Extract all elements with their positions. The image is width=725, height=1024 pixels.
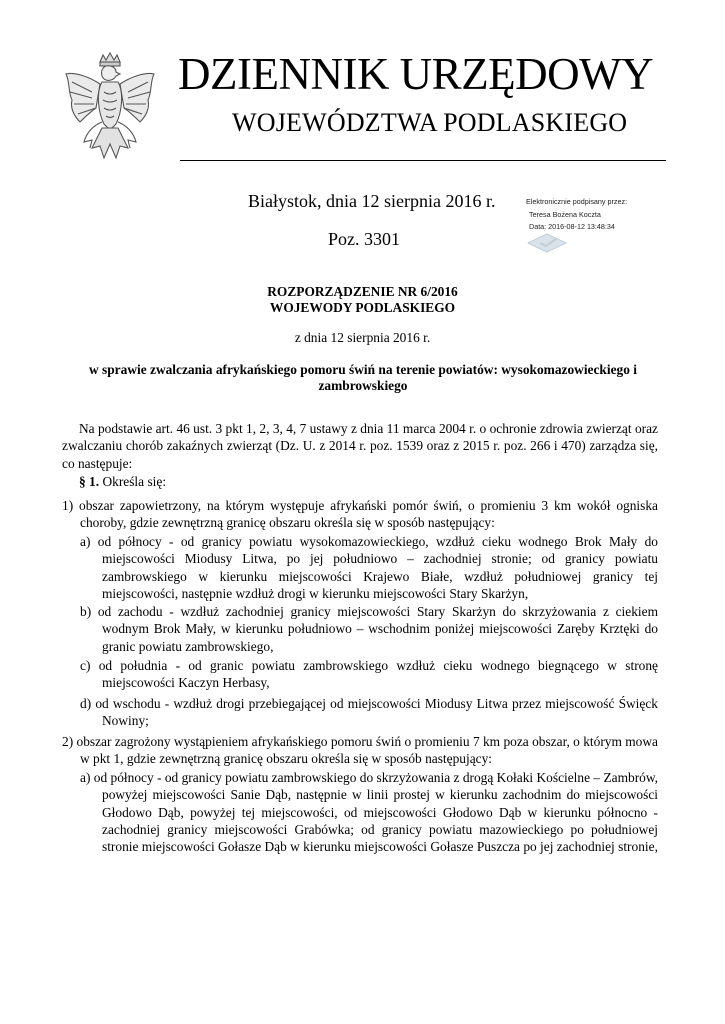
- intro-text: Na podstawie art. 46 ust. 3 pkt 1, 2, 3, 4, 7 ustawy z dnia 11 marca 2004 r. o ochronie zdrowia zwierząt oraz zwalczaniu chorób zakaźnych zwierząt (Dz. U. z 2014 r. poz. 1539 oraz z 2015 r. poz. 266 i 470) zarządza się, co następuje:: [62, 421, 658, 471]
- position-number: Poz. 3301: [328, 229, 400, 249]
- act-title-line1: ROZPORZĄDZENIE NR 6/2016: [267, 284, 458, 299]
- journal-subtitle: WOJEWÓDZTWA PODLASKIEGO: [232, 108, 628, 137]
- point-2-a: a) od północy - od granicy powiatu zambrowskiego do skrzyżowania z drogą Kołaki Kościelne – Zambrów, powyżej miejscowości Sanie Dąb, następnie w linii prostej w kierunku zachodnim do miejscowości Głodowo Dąb, powyżej tej miejscowości, od miejscowości Głodowo Dąb w kierunku północno - zachodniej granicy miejscowości Grabówka; od granicy powiatu mazowieckiego po południowej stronie miejscowości Gołasze Dąb w kierunku miejscowości Gołasze Puszcza po jej zachodniej stronie,: [80, 770, 658, 855]
- place-and-date: Białystok, dnia 12 sierpnia 2016 r.: [248, 191, 496, 211]
- point-2: 2) obszar zagrożony wystąpieniem afrykańskiego pomoru świń o promieniu 7 km poza obszar, o którym mowa w pkt 1, gdzie zewnętrzną granicę obszaru określa się w sposób następujący:: [62, 734, 658, 767]
- signature-signer: Teresa Bożena Koczta: [529, 209, 601, 219]
- act-date: z dnia 12 sierpnia 2016 r.: [294, 330, 431, 345]
- section-text: Określa się:: [102, 474, 167, 489]
- electronic-signature: [526, 196, 646, 234]
- point-1-d: d) od wschodu - wzdłuż drogi przebiegającej od miejscowości Miodusy Litwa przez miejscowość Święck Nowiny;: [80, 696, 658, 729]
- point-1-a: a) od północy - od granicy powiatu wysokomazowieckiego, wzdłuż cieku wodnego Brok Mały do miejscowości Miodusy Litwa, po jej południowo – zachodniej stronie; od granicy powiatu zambrowskiego w kierunku miejscowości Krajewo Białe, wzdłuż południowej granicy tej miejscowości, następnie wzdłuż drogi w kierunku miejscowości Stary Skarżyn,: [80, 534, 658, 601]
- header-divider: [180, 160, 666, 161]
- point-1-b: b) od zachodu - wzdłuż zachodniej granicy miejscowości Stary Skarżyn do skrzyżowania z ciekiem wodnym Brok Mały, w kierunku południowo – wschodnim poniżej miejscowości Zaręby Krztęki do granic powiatu zambrowskiego,: [80, 604, 658, 654]
- act-title: [0, 284, 725, 316]
- eagle-emblem-icon: [62, 52, 158, 170]
- section-1: [79, 473, 379, 490]
- section-label: § 1.: [79, 474, 100, 489]
- signature-date: Data: 2016-08-12 13:48:34: [529, 222, 615, 231]
- intro-paragraph: [62, 420, 658, 472]
- signature-label: Elektronicznie podpisany przez:: [526, 197, 628, 206]
- act-title-line2: WOJEWODY PODLASKIEGO: [269, 300, 456, 315]
- signature-check-icon: [526, 232, 568, 254]
- journal-title: DZIENNIK URZĘDOWY: [178, 49, 654, 99]
- point-1: 1) obszar zapowietrzony, na którym występuje afrykański pomór świń, o promieniu 3 km wokół ogniska choroby, gdzie zewnętrzną granicę obszaru określa się w sposób następujący:: [62, 498, 658, 531]
- act-subject: w sprawie zwalczania afrykańskiego pomoru świń na terenie powiatów: wysokomazowieckiego i zambrowskiego: [89, 362, 637, 393]
- point-1-c: c) od południa - od granic powiatu zambrowskiego wzdłuż cieku wodnego biegnącego w stronę miejscowości Kaczyn Herbasy,: [80, 658, 658, 691]
